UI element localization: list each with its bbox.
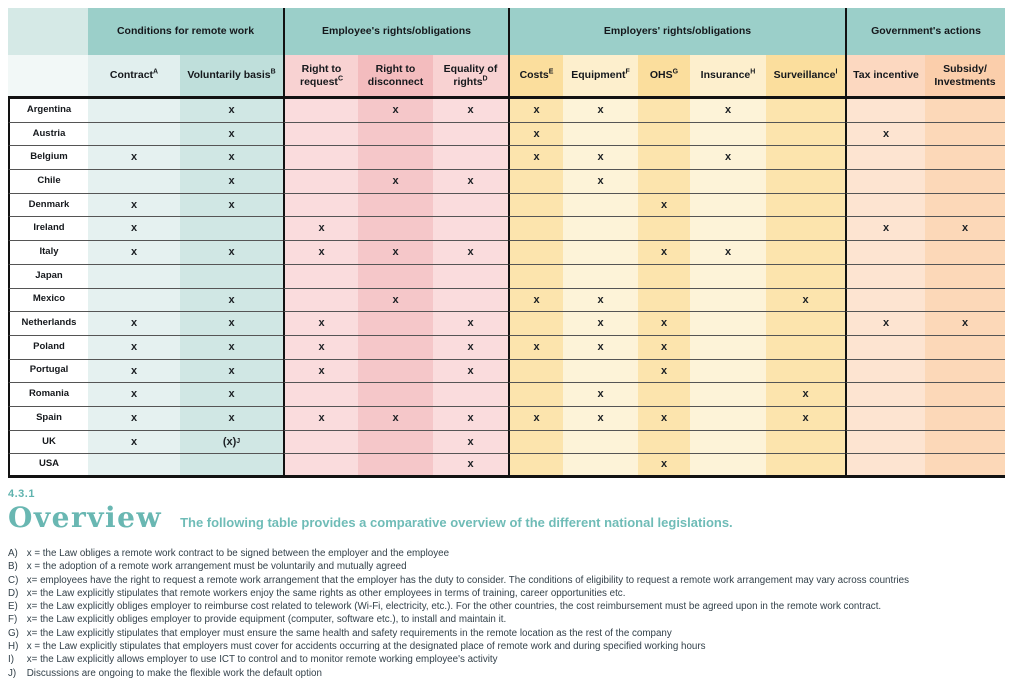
column-header-cell: Equality of rights$^D$ <box>433 55 508 99</box>
table-cell <box>690 407 766 431</box>
table-cell <box>638 99 690 123</box>
table-cell <box>508 454 563 478</box>
column-header-cell: Subsidy/Investments <box>925 55 1005 99</box>
table-cell <box>766 170 845 194</box>
table-cell <box>283 431 358 455</box>
footnote-j: J) Discussions are ongoing to make the flexible work the default option <box>8 667 322 679</box>
table-cell <box>433 217 508 241</box>
table-cell <box>358 431 433 455</box>
x-mark: x <box>180 99 283 123</box>
x-mark: x <box>358 99 433 123</box>
x-mark: x <box>690 146 766 170</box>
table-cell <box>283 123 358 147</box>
table-cell <box>88 289 180 313</box>
table-cell <box>925 336 1005 360</box>
table-cell <box>690 194 766 218</box>
country-label: Netherlands <box>8 312 88 336</box>
table-cell <box>766 431 845 455</box>
table-cell <box>508 170 563 194</box>
table-cell <box>358 336 433 360</box>
footnote-g: G) x= the Law explicitly stipulates that employer must ensure the same health and safety requirements in the remote location as the rest of the company <box>8 627 672 639</box>
x-mark: x <box>180 170 283 194</box>
x-mark: x <box>433 431 508 455</box>
column-header-cell: Insurance$^H$ <box>690 55 766 99</box>
section-subtitle: The following table provides a comparative overview of the different national legislations. <box>180 515 733 530</box>
footnote-f: F) x= the Law explicitly obliges employer to provide equipment (computer, software etc.), to install and maintain it. <box>8 614 507 626</box>
table-cell <box>690 123 766 147</box>
x-mark: x <box>563 383 638 407</box>
table-cell <box>925 123 1005 147</box>
x-mark: x <box>433 454 508 478</box>
column-header-cell: Contract$^A$ <box>88 55 180 99</box>
x-mark: x <box>283 360 358 384</box>
country-label: Spain <box>8 407 88 431</box>
x-mark: x <box>508 289 563 313</box>
x-mark: x <box>88 336 180 360</box>
footnote-i: I) x= the Law explicitly allows employer to use ICT to control and to monitor remote working employee's activity <box>8 654 498 666</box>
x-mark: x <box>638 407 690 431</box>
x-mark: x <box>358 289 433 313</box>
table-cell <box>925 99 1005 123</box>
x-mark: x <box>180 360 283 384</box>
x-mark: x <box>925 312 1005 336</box>
table-cell <box>845 146 925 170</box>
table-cell <box>563 241 638 265</box>
x-mark: x <box>690 99 766 123</box>
table-cell <box>845 265 925 289</box>
table-cell <box>508 360 563 384</box>
x-mark: (x) J <box>180 431 283 455</box>
x-mark: x <box>563 99 638 123</box>
footnote-e: E) x= the Law explicitly obliges employer to reimburse cost related to telework (Wi-Fi, electricity, etc.). For the other countries, the cost reimbursement must be agreed upon in the remote work contract. <box>8 601 882 613</box>
x-mark: x <box>180 289 283 313</box>
x-mark: x <box>845 217 925 241</box>
table-cell <box>638 265 690 289</box>
table-cell <box>283 99 358 123</box>
table-cell <box>283 454 358 478</box>
table-cell <box>845 431 925 455</box>
x-mark: x <box>508 407 563 431</box>
column-header-cell: Surveillance$^I$ <box>766 55 845 99</box>
x-mark: x <box>638 241 690 265</box>
table-cell <box>925 146 1005 170</box>
footnote-a: A) x = the Law obliges a remote work contract to be signed between the employer and the employee <box>8 548 450 559</box>
table-cell <box>508 194 563 218</box>
x-mark: x <box>508 123 563 147</box>
table-cell <box>638 146 690 170</box>
x-mark: x <box>88 383 180 407</box>
x-mark: x <box>563 336 638 360</box>
x-mark: x <box>925 217 1005 241</box>
country-label: Austria <box>8 123 88 147</box>
table-cell <box>88 265 180 289</box>
table-cell <box>925 360 1005 384</box>
table-cell <box>925 194 1005 218</box>
table-cell <box>845 407 925 431</box>
table-cell <box>845 336 925 360</box>
section-number: 4.3.1 <box>8 488 35 500</box>
table-cell <box>283 170 358 194</box>
x-mark: x <box>180 194 283 218</box>
x-mark: x <box>88 407 180 431</box>
x-mark: x <box>563 146 638 170</box>
country-label: Ireland <box>8 217 88 241</box>
footnote-d: D) x= the Law explicitly stipulates that remote workers enjoy the same rights as other employees in terms of training, career opportunities etc. <box>8 587 626 599</box>
x-mark: x <box>433 336 508 360</box>
table-cell <box>845 99 925 123</box>
x-mark: x <box>433 170 508 194</box>
x-mark: x <box>180 241 283 265</box>
table-corner <box>8 8 88 55</box>
table-cell <box>766 312 845 336</box>
table-cell <box>563 217 638 241</box>
table-cell <box>433 289 508 313</box>
table-cell <box>283 146 358 170</box>
table-cell <box>766 241 845 265</box>
table-cell <box>925 431 1005 455</box>
footnotes-list <box>8 547 1016 680</box>
x-mark: x <box>638 336 690 360</box>
x-mark: x <box>88 312 180 336</box>
table-cell <box>925 265 1005 289</box>
group-header-cell: Employee's rights/obligations <box>283 8 508 55</box>
x-mark: x <box>180 407 283 431</box>
x-mark: x <box>845 312 925 336</box>
x-mark: x <box>690 241 766 265</box>
x-mark: x <box>508 146 563 170</box>
x-mark: x <box>180 123 283 147</box>
x-mark: x <box>358 170 433 194</box>
table-cell <box>358 360 433 384</box>
table-cell <box>433 194 508 218</box>
x-mark: x <box>433 241 508 265</box>
table-cell <box>180 217 283 241</box>
x-mark: x <box>88 241 180 265</box>
table-cell <box>508 312 563 336</box>
table-cell <box>180 265 283 289</box>
group-header-cell: Employers' rights/obligations <box>508 8 845 55</box>
country-label: Chile <box>8 170 88 194</box>
table-cell <box>638 217 690 241</box>
x-mark: x <box>88 217 180 241</box>
country-label: Argentina <box>8 99 88 123</box>
x-mark: x <box>563 170 638 194</box>
x-mark: x <box>563 289 638 313</box>
table-cell <box>690 312 766 336</box>
x-mark: x <box>283 241 358 265</box>
national-legislation-table <box>8 8 1005 478</box>
x-mark: x <box>433 99 508 123</box>
country-label: Romania <box>8 383 88 407</box>
country-label: Mexico <box>8 289 88 313</box>
x-mark: x <box>433 407 508 431</box>
country-label: Denmark <box>8 194 88 218</box>
table-cell <box>563 360 638 384</box>
table-cell <box>690 336 766 360</box>
x-mark: x <box>88 431 180 455</box>
x-mark: x <box>180 312 283 336</box>
x-mark: x <box>766 289 845 313</box>
country-label: USA <box>8 454 88 478</box>
table-cell <box>283 194 358 218</box>
table-cell <box>88 170 180 194</box>
column-header-cell: Costs$^E$ <box>508 55 563 99</box>
table-cell <box>358 454 433 478</box>
table-cell <box>433 265 508 289</box>
table-cell <box>283 289 358 313</box>
table-cell <box>358 146 433 170</box>
x-mark: x <box>508 336 563 360</box>
country-label: Portugal <box>8 360 88 384</box>
section-heading <box>8 488 733 534</box>
x-mark: x <box>845 123 925 147</box>
table-cell <box>638 289 690 313</box>
column-header-cell: Equipment$^F$ <box>563 55 638 99</box>
table-cell <box>433 383 508 407</box>
country-label: Belgium <box>8 146 88 170</box>
table-cell <box>925 170 1005 194</box>
table-cell <box>925 407 1005 431</box>
table-cell <box>508 241 563 265</box>
table-cell <box>766 360 845 384</box>
table-cell <box>690 170 766 194</box>
x-mark: x <box>88 146 180 170</box>
column-header-cell: Right to request$^C$ <box>283 55 358 99</box>
x-mark: x <box>283 217 358 241</box>
table-cell <box>358 194 433 218</box>
table-cell <box>638 170 690 194</box>
table-cell <box>358 312 433 336</box>
x-mark: x <box>638 454 690 478</box>
table-cell <box>845 360 925 384</box>
table-cell <box>690 454 766 478</box>
column-header-cell: Tax incentive <box>845 55 925 99</box>
x-mark: x <box>433 360 508 384</box>
x-mark: x <box>283 312 358 336</box>
x-mark: x <box>88 360 180 384</box>
x-mark: x <box>766 407 845 431</box>
table-cell <box>690 360 766 384</box>
table-cell <box>563 123 638 147</box>
x-mark: x <box>638 194 690 218</box>
table-cell <box>358 123 433 147</box>
x-mark: x <box>88 194 180 218</box>
table-cell <box>845 170 925 194</box>
table-cell <box>88 123 180 147</box>
table-cell <box>180 454 283 478</box>
section-title: Overview <box>8 501 163 534</box>
table-corner <box>8 55 88 99</box>
group-header-cell: Conditions for remote work <box>88 8 283 55</box>
x-mark: x <box>433 312 508 336</box>
table-cell <box>508 431 563 455</box>
table-cell <box>88 99 180 123</box>
table-cell <box>766 194 845 218</box>
x-mark: x <box>638 312 690 336</box>
table-cell <box>690 217 766 241</box>
table-cell <box>638 383 690 407</box>
table-cell <box>508 383 563 407</box>
x-mark: x <box>638 360 690 384</box>
table-cell <box>845 241 925 265</box>
table-cell <box>433 146 508 170</box>
table-cell <box>690 431 766 455</box>
x-mark: x <box>563 312 638 336</box>
table-cell <box>690 383 766 407</box>
table-cell <box>845 383 925 407</box>
x-mark: x <box>283 407 358 431</box>
table-cell <box>563 265 638 289</box>
table-cell <box>766 146 845 170</box>
country-label: UK <box>8 431 88 455</box>
table-cell <box>358 265 433 289</box>
table-cell <box>925 454 1005 478</box>
table-cell <box>766 123 845 147</box>
table-cell <box>563 454 638 478</box>
x-mark: x <box>283 336 358 360</box>
table-cell <box>845 289 925 313</box>
group-header-cell: Government's actions <box>845 8 1005 55</box>
table-cell <box>638 123 690 147</box>
x-mark: x <box>563 407 638 431</box>
column-header-cell: $OHS^G$ <box>638 55 690 99</box>
table-cell <box>845 194 925 218</box>
table-cell <box>508 265 563 289</box>
table-cell <box>563 194 638 218</box>
country-label: Japan <box>8 265 88 289</box>
table-cell <box>358 383 433 407</box>
x-mark: x <box>508 99 563 123</box>
column-header-cell: Right to disconnect <box>358 55 433 99</box>
table-cell <box>766 336 845 360</box>
table-cell <box>358 217 433 241</box>
footnote-b: B) x = the adoption of a remote work arrangement must be voluntarily and mutually agreed <box>8 561 407 573</box>
x-mark: x <box>180 336 283 360</box>
x-mark: x <box>180 146 283 170</box>
table-cell <box>690 265 766 289</box>
table-cell <box>283 265 358 289</box>
table-cell <box>508 217 563 241</box>
table-cell <box>925 383 1005 407</box>
table-cell <box>766 265 845 289</box>
x-mark: x <box>358 407 433 431</box>
table-cell <box>925 289 1005 313</box>
country-label: Poland <box>8 336 88 360</box>
country-label: Italy <box>8 241 88 265</box>
table-cell <box>563 431 638 455</box>
table-cell <box>88 454 180 478</box>
table-cell <box>283 383 358 407</box>
table-cell <box>766 454 845 478</box>
x-mark: x <box>358 241 433 265</box>
table-cell <box>690 289 766 313</box>
table-cell <box>433 123 508 147</box>
x-mark: x <box>766 383 845 407</box>
footnote-c: C) x= employees have the right to request a remote work arrangement that the employer has the duty to consider. The conditions of eligibility to request a remote work arrangement may vary across countries <box>8 574 909 586</box>
column-header-cell: Voluntarily basis$^B$ <box>180 55 283 99</box>
x-mark: x <box>180 383 283 407</box>
table-cell <box>638 431 690 455</box>
footnote-h: H) x = the Law explicitly stipulates that employers must cover for accidents occurring at the designated place of remote work and during specified working hours <box>8 641 706 653</box>
table-cell <box>766 217 845 241</box>
table-cell <box>845 454 925 478</box>
table-cell <box>925 241 1005 265</box>
table-cell <box>766 99 845 123</box>
